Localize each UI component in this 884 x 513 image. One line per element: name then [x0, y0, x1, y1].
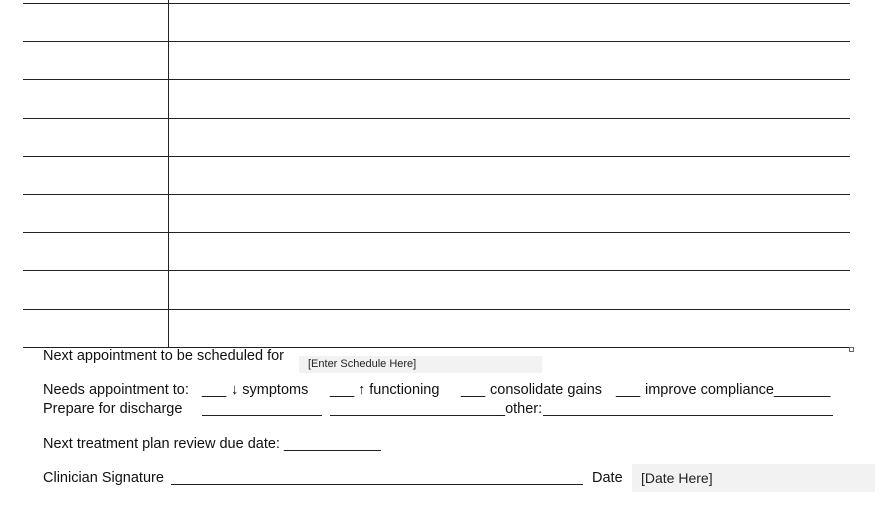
- table-resize-handle[interactable]: [849, 347, 854, 352]
- table-row[interactable]: [23, 310, 850, 347]
- table-row[interactable]: [23, 195, 850, 232]
- review-due-date-label: Next treatment plan review due date: ____________: [43, 436, 381, 452]
- table-row[interactable]: [23, 271, 850, 309]
- date-input[interactable]: [Date Here]: [632, 464, 875, 492]
- table-row[interactable]: [23, 119, 850, 156]
- table-row[interactable]: [23, 157, 850, 194]
- option-compliance-blank[interactable]: ___: [616, 382, 641, 398]
- other-blank[interactable]: [543, 402, 833, 416]
- discharge-blank-2[interactable]: [330, 402, 497, 416]
- clinician-signature-label: Clinician Signature: [43, 470, 164, 486]
- option-consolidate-blank[interactable]: ___: [461, 382, 486, 398]
- prepare-discharge-label: Prepare for discharge: [43, 401, 183, 417]
- option-symptoms-blank[interactable]: ___: [202, 382, 227, 398]
- date-label: Date: [592, 470, 623, 486]
- table-row[interactable]: [23, 4, 850, 41]
- table-row[interactable]: [23, 80, 850, 118]
- needs-appointment-label: Needs appointment to:: [43, 382, 189, 398]
- table-row[interactable]: [23, 233, 850, 270]
- option-compliance-label: improve compliance_______: [645, 382, 831, 398]
- treatment-table: [23, 0, 850, 347]
- schedule-input[interactable]: [Enter Schedule Here]: [299, 356, 542, 373]
- option-functioning-blank[interactable]: ___: [330, 382, 355, 398]
- option-symptoms-label: ↓ symptoms: [231, 382, 309, 398]
- next-appointment-label: Next appointment to be scheduled for: [43, 348, 285, 364]
- signature-blank[interactable]: [171, 471, 583, 485]
- discharge-blank[interactable]: [202, 402, 322, 416]
- option-functioning-label: ↑ functioning: [358, 382, 440, 398]
- other-label: _other:: [497, 401, 543, 417]
- table-row[interactable]: [23, 42, 850, 79]
- option-consolidate-label: consolidate gains: [490, 382, 603, 398]
